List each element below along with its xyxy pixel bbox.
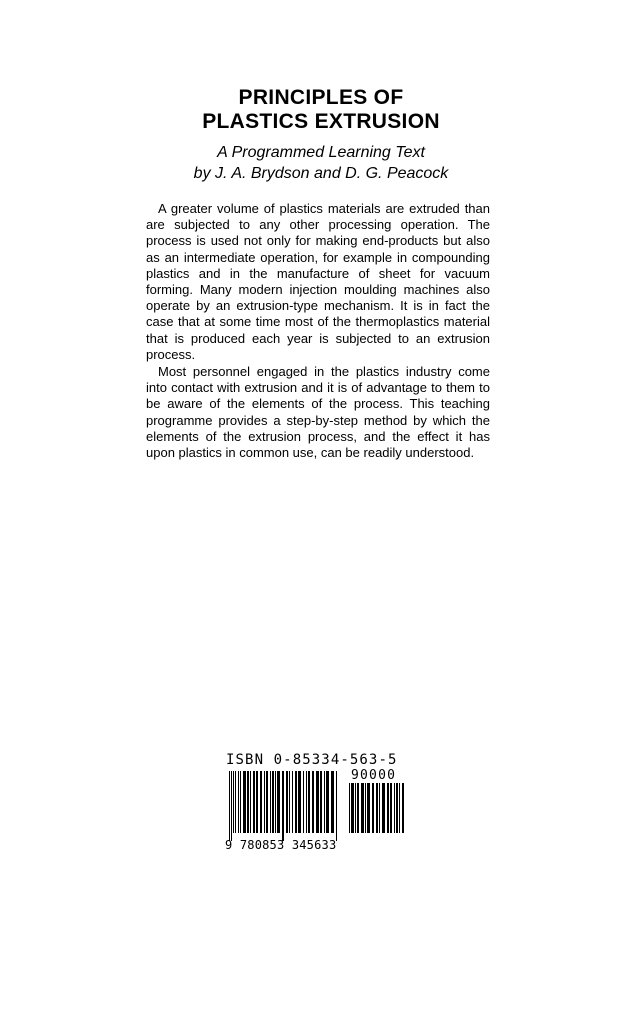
book-title [0,86,642,134]
barcode-bar [331,771,334,833]
barcode-bar [277,771,280,833]
barcode-bar [326,771,329,833]
barcode-bar [357,783,359,833]
addon-digits: 90000 [351,768,397,783]
barcode-bar [324,771,325,833]
barcode-bar [231,771,232,841]
barcode-bar [243,771,246,833]
barcode-bar [365,783,366,833]
subtitle-line: A Programmed Learning Text [217,144,425,161]
book-title-line-1: PRINCIPLES OF [238,86,404,109]
barcode-bar [289,771,290,833]
barcode-bar [316,771,319,833]
ean-digits: 9 780853 345633 [225,838,337,852]
blurb-paragraph-1: A greater volume of plastics materials are extruded than are subjected to any other processing operation. The process is used not only for making end-products but also as an intermediate operation, for example in compounding plastics and in the manufacture of sheet for vacuum forming. Many modern injection moulding machines also operate by an extrusion-type mechanism. It is in fact the case that at some time most of the thermoplastics material that is produced each year is subjected to an extrusion process. [146,201,490,362]
barcode-bar [355,783,356,833]
barcode-bar [292,771,293,833]
barcode-bar [320,771,322,833]
barcode-bar [349,783,350,833]
barcode-bar [260,771,262,833]
barcode-bar [240,771,241,833]
barcode-bar [402,783,404,833]
barcode-bar [396,783,398,833]
isbn-label: ISBN 0-85334-563-5 [226,752,398,768]
ean-barcode [229,771,338,841]
barcode-bar [351,783,354,833]
barcode-bar [295,771,297,833]
barcode-bar [367,783,370,833]
barcode-bar [382,783,385,833]
barcode-bar [282,771,284,841]
book-title-line-2: PLASTICS EXTRUSION [202,110,440,133]
barcode-bar [306,771,307,833]
barcode-bar [264,771,265,833]
barcode-bar [256,771,258,833]
barcode-bar [394,783,395,833]
blurb [146,201,490,461]
barcode-bar [298,771,301,833]
barcode-bar [336,771,337,841]
addon-barcode [349,783,404,841]
barcode-bar [238,771,239,833]
blurb-paragraph-2: Most personnel engaged in the plastics industry come into contact with extrusion and it is of advantage to them to be aware of the elements of the process. This teaching programme provides a step-by-step method by which the elements of the extrusion process, and the effect it has upon plastics in common use, can be readily understood. [146,364,490,461]
barcode-bar [390,783,392,833]
barcode-bar [376,783,378,833]
barcode-bar [372,783,374,833]
barcode-bar [275,771,276,833]
barcode-bar [387,783,389,833]
barcode-bar [253,771,255,833]
barcode-bar [379,783,380,833]
barcode-bar [303,771,304,833]
barcode-bar [286,771,288,833]
barcode-bar [250,771,251,833]
barcode-bar [270,771,271,833]
barcode-bar [361,783,364,833]
barcode-bar [266,771,268,833]
book-subtitle [0,142,642,184]
authors-line: by J. A. Brydson and D. G. Peacock [193,165,449,182]
barcode-bar [272,771,274,833]
barcode-bar [308,771,310,833]
barcode-bar [235,771,236,833]
barcode-bar [312,771,314,833]
barcode-bar [229,771,230,841]
barcode-bar [399,783,400,833]
barcode-bar [233,771,234,833]
barcode-bar [247,771,249,833]
